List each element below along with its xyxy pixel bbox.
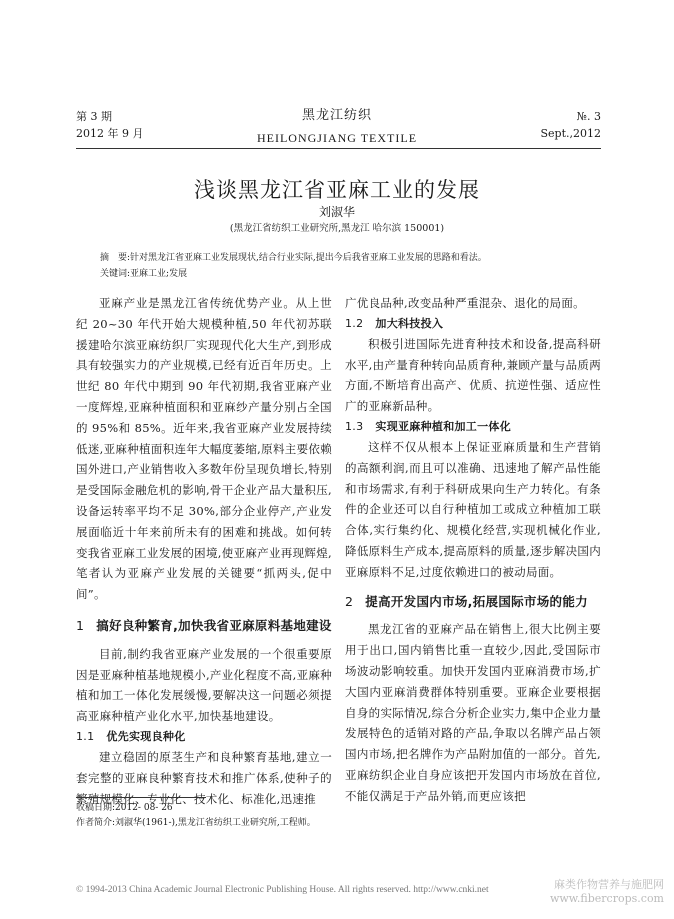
subsection-title: 优先实现良种化 bbox=[106, 729, 186, 743]
subsection-title: 加大科技投入 bbox=[375, 316, 444, 330]
abstract: 摘 要:针对黑龙江省亚麻工业发展现状,结合行业实际,提出今后我省亚麻工业发展的思路和看法。 bbox=[100, 253, 487, 263]
issue-info-en bbox=[541, 108, 602, 142]
body-left-column bbox=[76, 293, 332, 809]
subsection-heading bbox=[345, 314, 601, 334]
received-date: 收稿日期:2012- 08- 26 bbox=[76, 803, 173, 813]
paragraph: 积极引进国际先进育种技术和设备,提高科研水平,由产量育种转向品质育种,兼顾产量与品质两方面,不断培育出高产、优质、抗逆性强、适应性广的亚麻新品种。 bbox=[345, 336, 601, 414]
section-number: 1 bbox=[76, 617, 85, 633]
subsection-number: 1.2 bbox=[345, 316, 364, 330]
article-author: 刘淑华 bbox=[318, 205, 355, 219]
journal-name-cn: 黑龙江纺织 bbox=[301, 108, 372, 123]
footnote-rule bbox=[76, 797, 206, 798]
subsection-number: 1.3 bbox=[345, 419, 364, 433]
section-heading bbox=[76, 616, 332, 637]
body-right-column bbox=[345, 293, 601, 807]
paragraph: 亚麻产业是黑龙江省传统优势产业。从上世纪 20~30 年代开始大规模种植,50 年代初苏联援建哈尔滨亚麻纺织厂实现现代化大生产,到形成具有较强实力的产业规模,已经有近百年历史。上世纪 80 年代中期到 90 年代初期,我省亚麻产业一度辉煌,亚麻种植面积和亚麻纱产量分别占全国的 95%和 85%。近年来,我省亚麻产业发展持续低迷,亚麻种植面积连年大幅度萎缩,原料主要依赖国外进口,产业销售收入多数年份呈现负增长,特别是受国际金融危机的影响,骨干企业产品大量积压,设备运转率平均不足 30%,部分企业停产,产业发展面临近十年来前所未有的困难和挑战。如何转变我省亚麻工业发展的困境,使亚麻产业再现辉煌,笔者认为亚麻产业发展的关键要“抓两头,促中间”。 bbox=[76, 296, 332, 602]
section-heading bbox=[345, 592, 601, 613]
watermark-text: 麻类作物营养与施肥网 bbox=[554, 878, 664, 891]
article-title: 浅谈黑龙江省亚麻工业的发展 bbox=[194, 178, 480, 202]
section-number: 2 bbox=[345, 593, 354, 609]
copyright-notice: © 1994-2013 China Academic Journal Electronic Publishing House. All rights reserved. http://www.cnki.net bbox=[76, 885, 489, 895]
paragraph: 目前,制约我省亚麻产业发展的一个很重要原因是亚麻种植基地规模小,产业化程度不高,亚麻种植和加工一体化发展缓慢,要解决这一问题必须提高亚麻种植产业化水平,加快基地建设。 bbox=[76, 646, 332, 724]
author-affiliation: (黑龙江省纺织工业研究所,黑龙江 哈尔滨 150001) bbox=[229, 223, 445, 234]
issue-no: №. 3 bbox=[576, 110, 601, 123]
watermark-url: www.fibercrops.com bbox=[549, 892, 664, 905]
paragraph: 这样不仅从根本上保证亚麻质量和生产营销的高额利润,而且可以准确、迅速地了解产品性能和市场需求,有利于科研成果向生产力转化。有条件的企业还可以自行种植加工或成立种植加工联合体,实行集约化、规模化经营,实现机械化作业,降低原料生产成本,提高原料的质量,逐步解决国内亚麻原料不足,过度依赖进口的被动局面。 bbox=[345, 439, 601, 579]
paragraph: 广优良品种,改变品种严重混杂、退化的局面。 bbox=[345, 296, 585, 310]
journal-name-en: HEILONGJIANG TEXTILE bbox=[256, 131, 418, 145]
subsection-title: 实现亚麻种植和加工一体化 bbox=[375, 419, 512, 433]
footnote bbox=[76, 801, 316, 831]
paragraph: 黑龙江省的亚麻产品在销售上,很大比例主要用于出口,国内销售比重一直较少,因此,受国际市场波动影响较重。加快开发国内亚麻消费市场,扩大国内亚麻消费群体特别重要。亚麻企业要根据自身的实际情况,综合分析企业实力,集中企业力量发展特色的适销对路的产品,争取以名牌产品占领国内市场,把名牌作为产品附加值的一部分。首先,亚麻纺织企业自身应该把开发国内市场放在首位,不能仅满足于产品外销,而更应该把 bbox=[345, 622, 601, 803]
subsection-number: 1.1 bbox=[76, 729, 95, 743]
issue-number: 第 3 期 bbox=[76, 110, 112, 123]
author-bio: 作者简介:刘淑华(1961-),黑龙江省纺织工业研究所,工程师。 bbox=[76, 818, 316, 828]
subsection-heading bbox=[345, 417, 601, 437]
issue-date-en: Sept.,2012 bbox=[540, 127, 601, 140]
section-title: 提高开发国内市场,拓展国际市场的能力 bbox=[365, 593, 588, 609]
watermark bbox=[550, 878, 664, 906]
header-rule bbox=[76, 148, 601, 149]
section-title: 搞好良种繁育,加快我省亚麻原料基地建设 bbox=[96, 617, 332, 633]
issue-date: 2012 年 9 月 bbox=[76, 127, 144, 140]
keywords: 关键词:亚麻工业;发展 bbox=[100, 269, 188, 279]
subsection-heading bbox=[76, 727, 332, 747]
paragraph: 建立稳固的原茎生产和良种繁育基地,建立一套完整的亚麻良种繁育技术和推广体系,使种子的繁殖规模化、专业化、技术化、标准化,迅速推 bbox=[76, 749, 332, 806]
